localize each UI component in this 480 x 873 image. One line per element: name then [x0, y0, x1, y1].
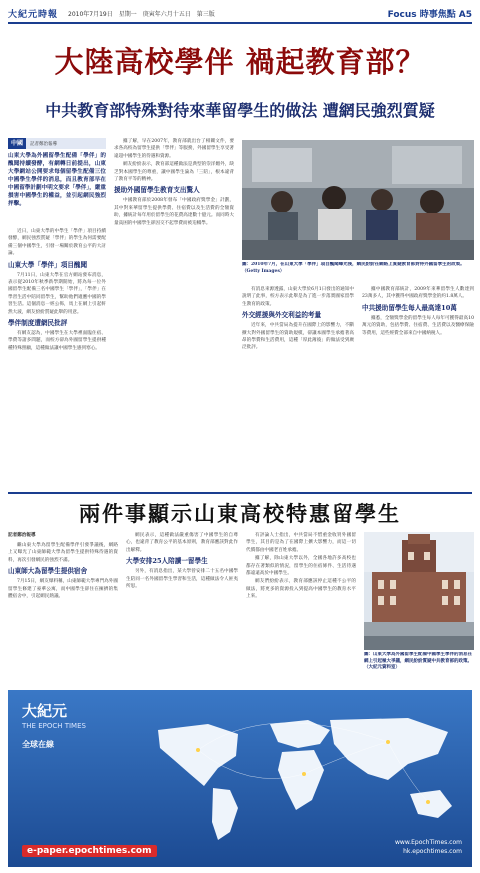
section-heading: 大學安排25人陪讀一留學生 — [126, 557, 208, 566]
newspaper-logo: 大紀元時報 — [8, 9, 59, 20]
paragraph: 7月11日，山東大學在官方網站發布消息，表示從2010年秋季新學期開始，將為每一位外國留學生配備三名中國學生「學伴」，「學伴」在學習生活中陪同留學生，幫助他們適應中國的學習生活。這個消息一經公佈，馬上在網上引起軒然大波，網友紛紛質疑此舉的用意。 — [8, 272, 106, 315]
paragraph: 據了解，早在2007年，教育部就出台了相關文件，要求各高校為留學生提供「學伴」等服務，外國留學生享受著遠超中國學生的待遇和資源。 — [114, 139, 234, 159]
paragraph: 據了解，除山東大學以外，全國各地許多高校也都存在著類似的情況，留學生的住宿條件、生活待遇都遠遠高於中國學生。 — [246, 556, 356, 577]
paragraph: 中國教育部於2008年發布「中國政府獎學金」計劃，其中對來華留學生提供學費、住宿費以及生活費的全額資助，據統計每年用於留學生的花費高達數十億元。而同時大量貧困的中國學生卻因交不起學費而被迫輟學。 — [114, 198, 234, 226]
main-headline: 大陸高校學伴 禍起教育部？ — [54, 45, 426, 79]
region-tag — [8, 138, 106, 149]
paragraph: 有評論人士指出，中共當局不惜重金收買外國留學生，其目的是為了在國際上擴大影響力，而這一切代價都由中國老百姓承擔。 — [246, 533, 356, 553]
region-tag-label: 中國 — [8, 138, 26, 149]
photo-caption: 圖：山東大學為外國留學生配備中國學生學伴的消息在網上引起極大爭議，網民紛紛質疑中共教育部的政策。（大紀元資料室） — [364, 652, 472, 671]
lead-paragraph: 山東大學為外國留學生配備「學伴」的醜聞持續發酵，有網轉日前提出，山東大學網站公開要求每個留學生配備三位中國學生學伴的消息，而且教育部早在中國留學計劃中明文要求「學伴」，嚴重損害中國學生的權益，並引起網民強烈抨擊。 — [8, 153, 106, 207]
photo-students-image — [242, 140, 474, 260]
reporter-byline: 記者鄭治報導 — [8, 533, 36, 538]
paragraph: 有消息來源透露，山東大學於6月1日發出的通知中說明了此事，校方表示此舉是為了進一步落實國家留學生教育的政策。 — [242, 287, 354, 307]
news-photo-campus-building — [364, 532, 474, 650]
article2-column-2 — [126, 532, 238, 686]
article2-column-3 — [246, 532, 356, 686]
article-column-3 — [242, 286, 354, 486]
paragraph: 有網友認為，中國學生在大學裡面臨住宿、學費等諸多問題，而校方卻為外國留學生提供種種特殊照顧，這種做法讓中國學生感到寒心。 — [8, 331, 106, 351]
section-divider — [8, 492, 472, 494]
paragraph: 網友們紛紛表示，教育部應該停止這種不公平的做法，將更多的資源投入到提高中國學生的教育水平上來。 — [246, 579, 356, 600]
section-label — [388, 7, 472, 20]
article-column-4 — [362, 286, 474, 486]
paragraph: 據中國教育部統計，2009年來華留學生人數達到23萬多人，其中獲得中國政府獎學金的約1.8萬人。 — [362, 287, 474, 300]
issue-date: 2010年7月19日 星期一 庚寅年六月十五日 第三版 — [68, 10, 215, 18]
paragraph: 近日，山東大學的中學生「學伴」項目持續發酵，網民強烈質疑「學伴」的學生為何需要配備三個中國學生，引發一場關於教育公平的大討論。 — [8, 229, 106, 257]
ad-epaper-link[interactable]: e-paper.epochtimes.com — [22, 845, 157, 857]
news-photo-students — [242, 140, 474, 260]
article-column-2 — [114, 138, 234, 486]
ad-network-label: 全球在線 — [22, 740, 54, 749]
section-name: Focus 時事焦點 — [387, 9, 456, 20]
ad-brand-english: THE EPOCH TIMES — [22, 722, 86, 730]
masthead — [8, 6, 472, 20]
section-heading: 山東師大為留學生提供宿舍 — [8, 567, 88, 576]
masthead-rule — [8, 22, 472, 24]
article2-column-1 — [8, 542, 118, 686]
paragraph: 網友紛紛表示，教育部這種做法是典型的崇洋媚外，缺乏對本國學生的尊重，讓中國學生淪為「三陪」，根本違背了教育平等的精神。 — [114, 162, 234, 183]
section-heading: 中共援助留學生每人最高達10萬 — [362, 303, 457, 312]
second-headline: 兩件事顯示山東高校特惠留學生 — [79, 501, 401, 526]
section-heading: 山東大學「學伴」項目醜聞 — [8, 260, 88, 269]
article-column-1 — [8, 228, 106, 486]
page-number: A5 — [458, 9, 472, 20]
main-subheadline: 中共教育部特殊對待來華留學生的做法 遭網民強烈質疑 — [45, 101, 435, 120]
section-heading: 外交經援與外交利益的考量 — [242, 311, 322, 320]
paragraph: 網民表示，這種做法嚴重傷害了中國學生的自尊心，也違背了教育公平的基本原則，教育部應該對此作出解釋。 — [126, 533, 238, 553]
section-heading: 援助外國留學生教育支出驚人 — [114, 186, 200, 195]
section-heading: 學伴制度遭網民批評 — [8, 319, 68, 328]
epoch-times-advertisement[interactable] — [8, 690, 472, 867]
paragraph: 據悉，全額獎學金的留學生每人每年可獲得最高10萬元的資助，包括學費、住宿費、生活費以及醫療保險等費用，這些經費全部來自中國納稅人。 — [362, 315, 474, 336]
ad-website-link[interactable]: hk.epochtimes.com — [403, 848, 462, 855]
photo-caption: 圖：2010年7月，在山東大學「學伴」項目醜聞曝光後，網民紛紛在網絡上質疑教育部對待外國留學生的政策。（Getty Images） — [242, 262, 465, 274]
paragraph: 7月15日，網友爆料稱，山東師範大學專門為外國留學生修建了豪華公寓，而中國學生卻住在擁擠的集體宿舍中，引起網民熱議。 — [8, 579, 118, 600]
photo-campus-image — [364, 532, 474, 650]
byline: 記者鄭治報導 — [30, 141, 58, 147]
ad-brand: 大紀元 — [22, 702, 68, 720]
paragraph: 另外，有消息指出，某大學曾安排二十五名中國學生陪同一名外國留學生學習和生活，這種做法令人匪夷所思。 — [126, 569, 238, 590]
ad-website-link[interactable]: www.EpochTimes.com — [395, 839, 462, 846]
paragraph: 近年來，中共當局為提升在國際上的影響力，不斷擴大對外國留學生的資助規模，卻讓本國學生承擔著高昂的學費和生活費用，這種「厚此薄彼」的做法受到廣泛批評。 — [242, 323, 354, 351]
paragraph: 繼山東大學為留學生配備學伴引發爭議後，網路上又曝光了山東師範大學為留學生提供特殊待遇的資料，再次引發網民的強烈不滿。 — [8, 543, 118, 563]
ad-website-links[interactable] — [395, 838, 462, 856]
